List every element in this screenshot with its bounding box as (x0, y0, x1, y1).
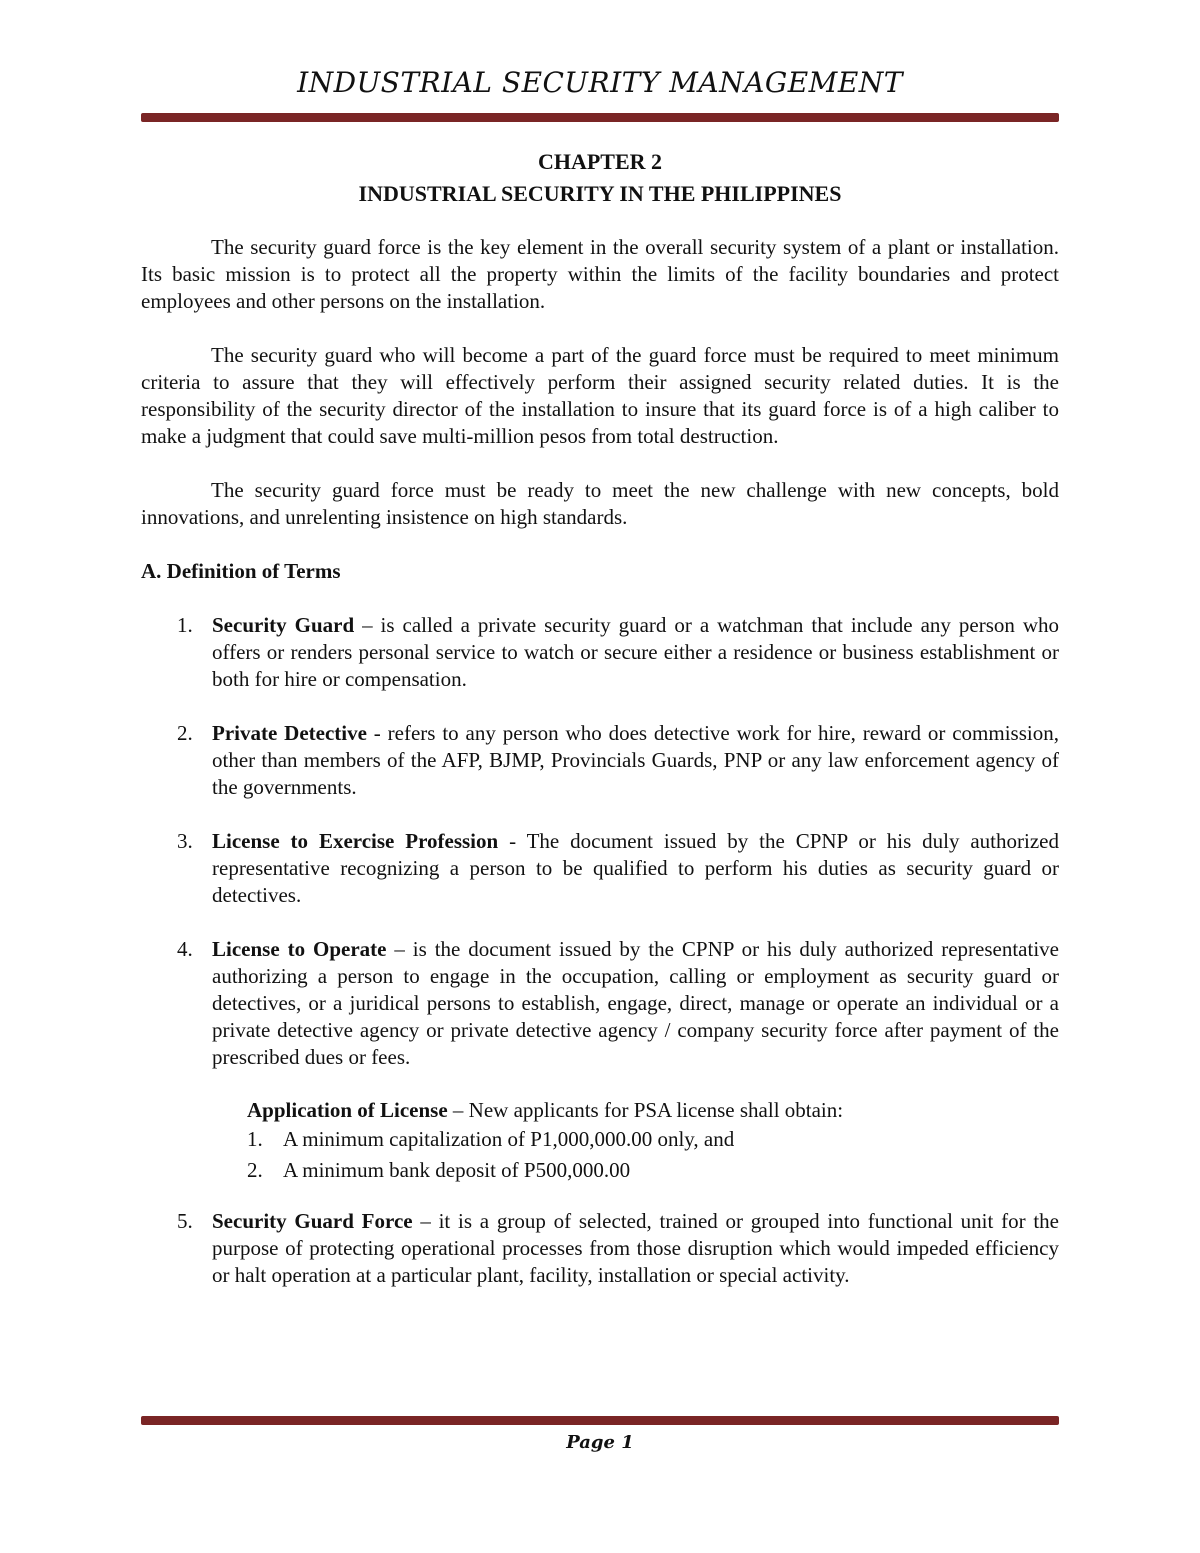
page-content (141, 146, 1059, 1289)
chapter-title: INDUSTRIAL SECURITY IN THE PHILIPPINES (358, 181, 842, 206)
list-spacer (141, 909, 1059, 936)
definition-item (141, 720, 1059, 801)
application-item-text: A minimum bank deposit of P500,000.00 (283, 1158, 631, 1182)
definition-item (141, 828, 1059, 909)
paragraph: The security guard force is the key element in the overall security system of a plant or installation. Its basic mission is to protect all the property within the limits of the facility boundaries and protect employees and other persons on the installation. (141, 235, 1059, 313)
application-item (247, 1124, 1059, 1155)
chapter-number: CHAPTER 2 (537, 149, 663, 174)
footer-rule (141, 1416, 1059, 1425)
term-name: License to Operate (212, 937, 387, 961)
item-number: 3. (177, 829, 193, 853)
term-definition: - The document issued by the CPNP or his duly authorized representative recognizing a person to be qualified to perform his duties as security guard or detectives. (212, 829, 1059, 907)
item-number: 4. (177, 937, 193, 961)
application-item-text: A minimum capitalization of P1,000,000.00 only, and (283, 1127, 735, 1151)
application-of-license (141, 1097, 1059, 1186)
list-spacer (141, 801, 1059, 828)
definition-item (141, 936, 1059, 1071)
term-name: Security Guard (212, 613, 355, 637)
header-rule (141, 113, 1059, 122)
item-number: 2. (177, 721, 193, 745)
item-number: 2. (247, 1158, 263, 1182)
paragraph: The security guard who will become a part of the guard force must be required to meet minimum criteria to assure that they will effectively perform their assigned security related duties. It is the responsibility of the security director of the installation to insure that its guard force is of a high caliber to make a judgment that could save multi-million pesos from total destruction. (141, 343, 1059, 448)
term-definition: – is called a private security guard or a watchman that include any person who offers or renders personal service to watch or secure either a residence or business establishment or both for hire or compensation. (212, 613, 1059, 691)
term-definition: – is the document issued by the CPNP or his duly authorized representative authorizing a person to engage in the occupation, calling or employment as security guard or detectives, or a juridical persons to establish, engage, direct, manage or operate an individual or a private detective agency or private detective agency / company security force after payment of the prescribed dues or fees. (212, 937, 1059, 1069)
definition-list-continued (141, 1208, 1059, 1289)
item-number: 5. (177, 1209, 193, 1233)
definition-item (141, 612, 1059, 693)
term-name: Private Detective (212, 721, 367, 745)
application-heading-line (247, 1097, 1059, 1124)
item-number: 1. (247, 1127, 263, 1151)
application-text: – New applicants for PSA license shall obtain: (447, 1098, 844, 1122)
term-definition: - refers to any person who does detective work for hire, reward or commission, other than members of the AFP, BJMP, Provincials Guards, PNP or any law enforcement agency of the governments. (212, 721, 1059, 799)
paragraph: The security guard force must be ready to meet the new challenge with new concepts, bold innovations, and unrelenting insistence on high standards. (141, 478, 1059, 529)
application-heading: Application of License (247, 1098, 448, 1122)
term-name: Security Guard Force (212, 1209, 413, 1233)
page-number: Page 1 (566, 1432, 634, 1453)
list-spacer (141, 693, 1059, 720)
term-definition: – it is a group of selected, trained or grouped into functional unit for the purpose of protecting operational processes from those disruption which would impeded efficiency or halt operation at a particular plant, facility, installation or special activity. (212, 1209, 1059, 1287)
term-name: License to Exercise Profession (212, 829, 499, 853)
definition-item (141, 1208, 1059, 1289)
definition-list (141, 612, 1059, 1071)
item-number: 1. (177, 613, 193, 637)
section-heading: A. Definition of Terms (141, 559, 341, 583)
running-header: INDUSTRIAL SECURITY MANAGEMENT (297, 66, 903, 99)
application-item (247, 1155, 1059, 1186)
